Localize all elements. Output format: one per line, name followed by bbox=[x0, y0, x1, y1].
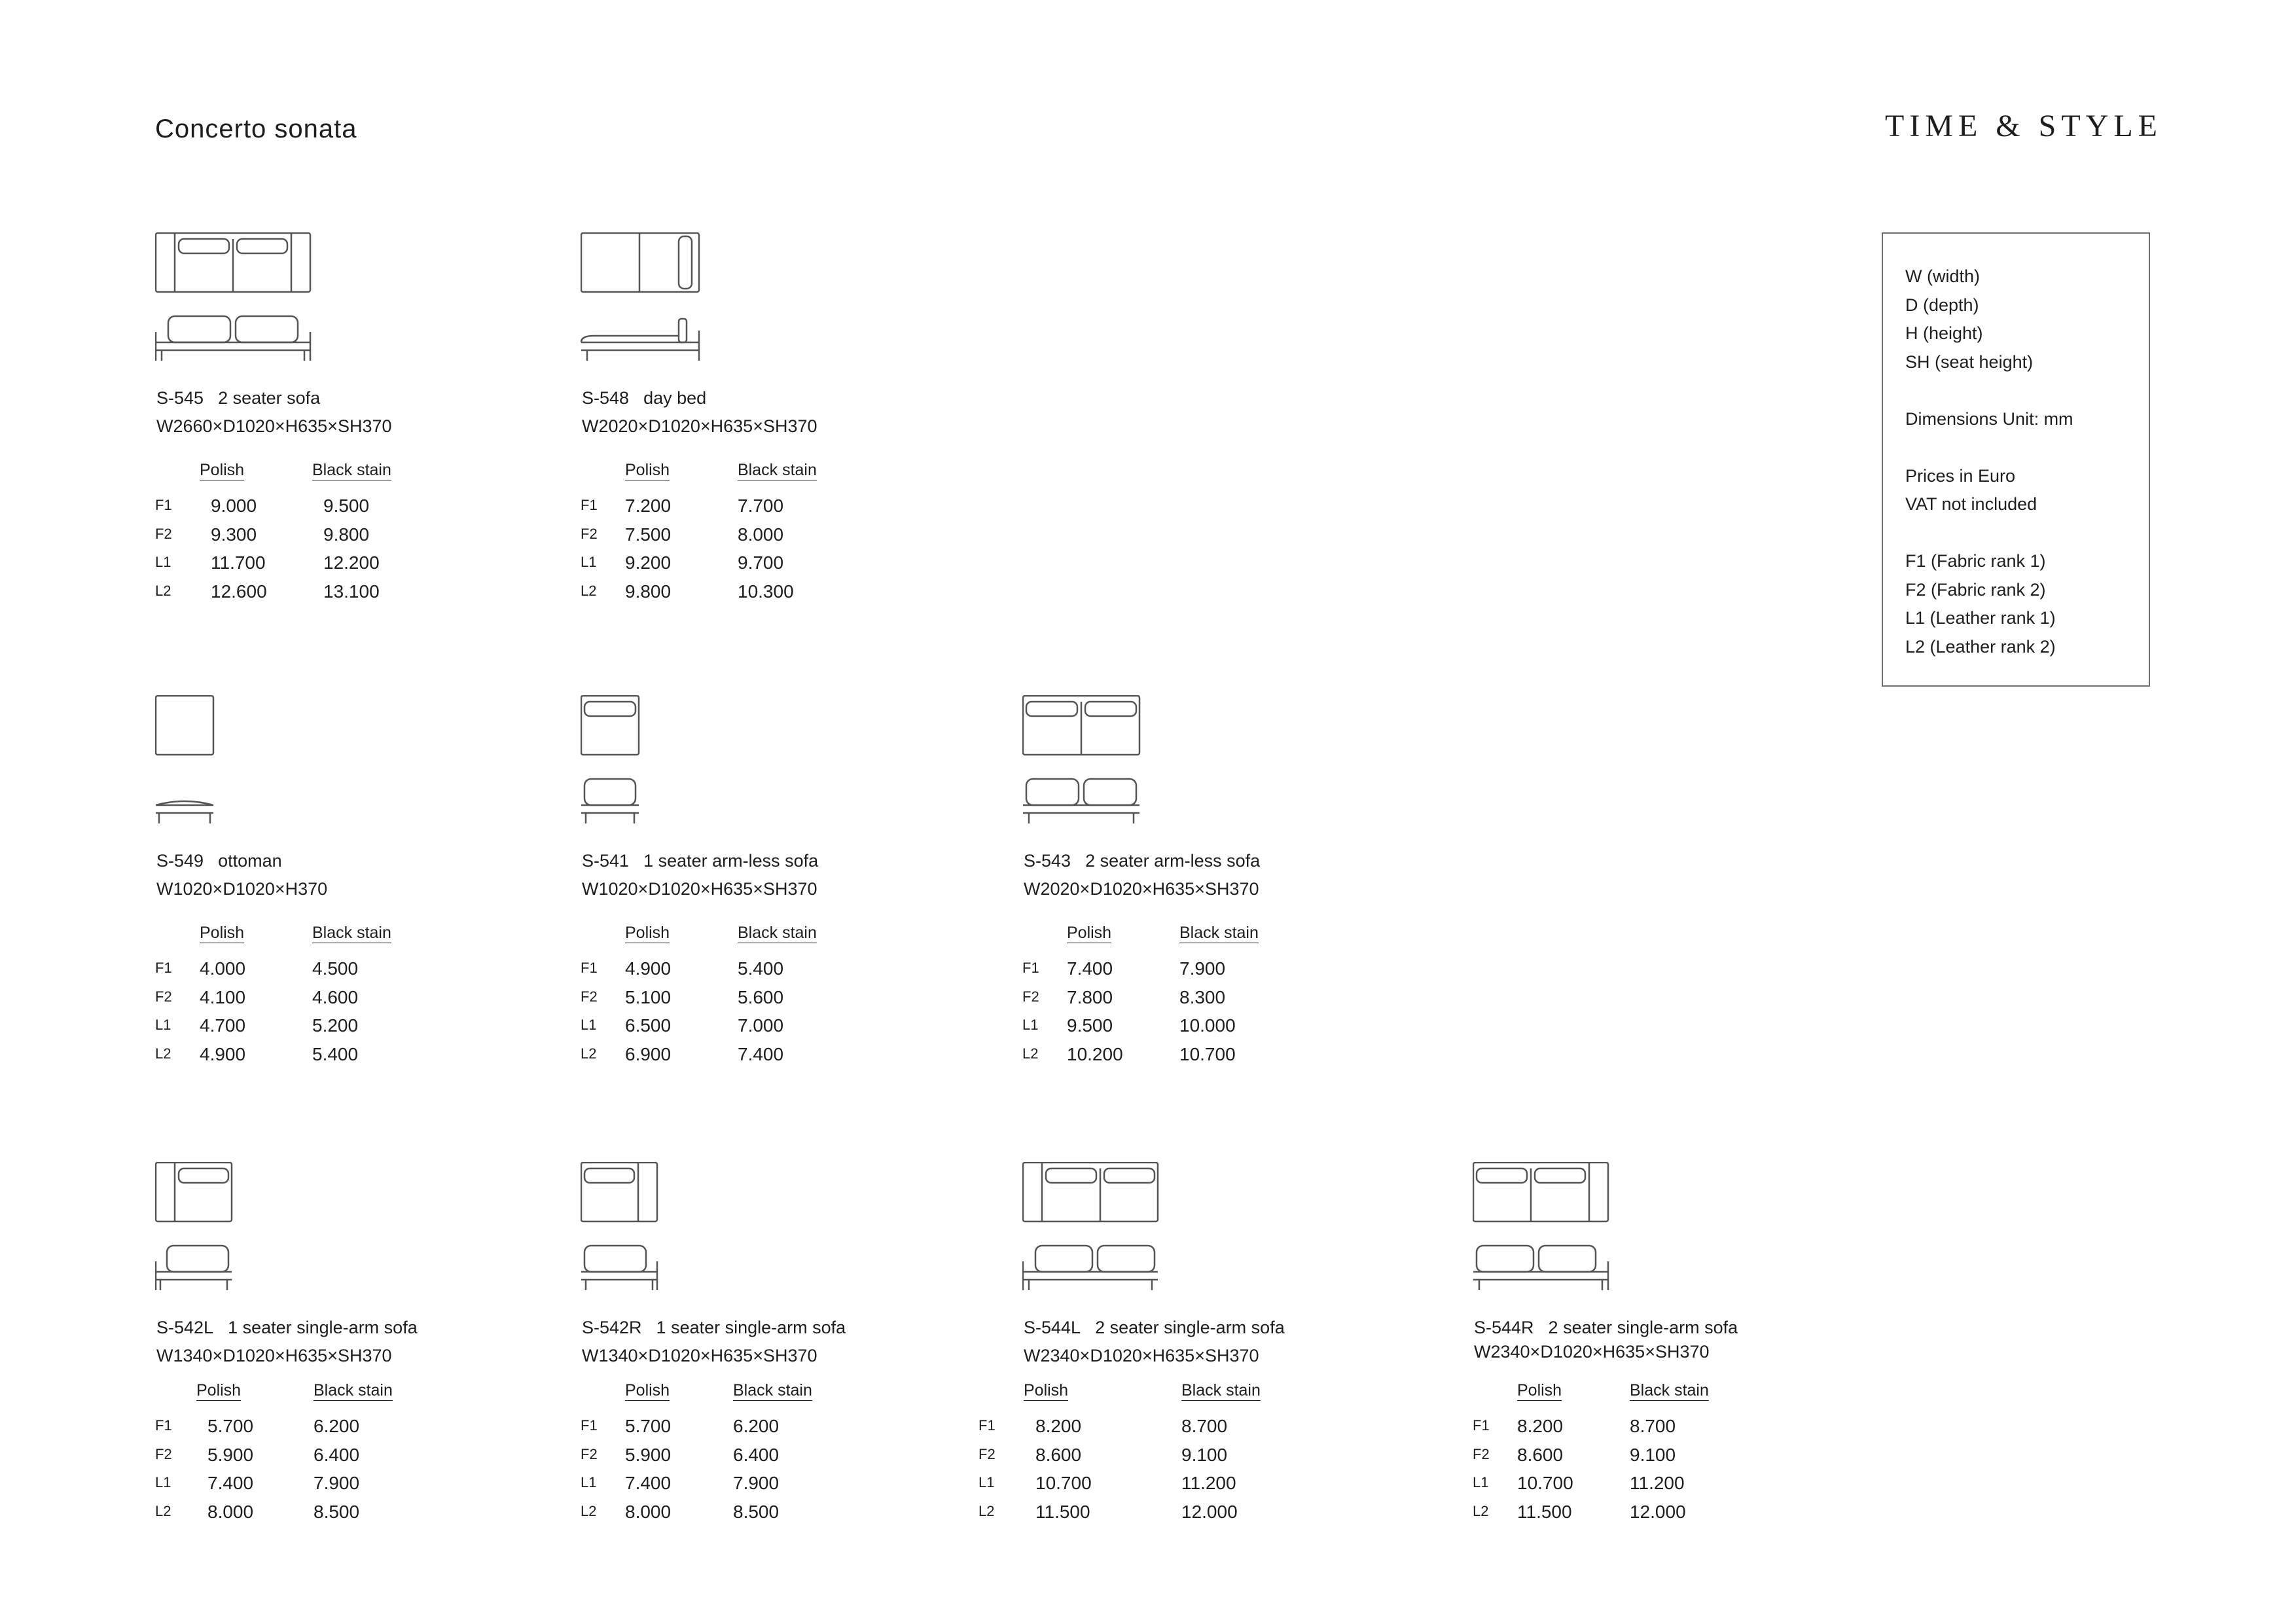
legend-line: Dimensions Unit: mm bbox=[1905, 408, 2073, 429]
product-code: S-542R bbox=[582, 1318, 642, 1337]
header-black-stain: Black stain bbox=[1179, 924, 1259, 942]
product-drawing bbox=[581, 232, 702, 367]
rank-label: F1 bbox=[581, 1417, 598, 1434]
product-dimensions: W1340×D1020×H635×SH370 bbox=[156, 1346, 392, 1365]
price-polish: 10.700 bbox=[1517, 1473, 1573, 1493]
header-polish: Polish bbox=[625, 924, 670, 942]
legend-line: VAT not included bbox=[1905, 494, 2037, 514]
legend-line: W (width) bbox=[1905, 266, 1980, 286]
price-polish: 4.000 bbox=[200, 958, 246, 979]
price-black-stain: 4.600 bbox=[312, 986, 359, 1007]
price-black-stain: 4.500 bbox=[312, 958, 359, 979]
price-black-stain: 7.900 bbox=[314, 1473, 360, 1493]
product-name: 2 seater sofa bbox=[218, 388, 321, 408]
rank-label: F2 bbox=[155, 988, 172, 1005]
price-black-stain: 8.300 bbox=[1179, 986, 1226, 1007]
product-dimensions: W2340×D1020×H635×SH370 bbox=[1474, 1342, 1710, 1362]
price-black-stain: 10.300 bbox=[738, 581, 794, 602]
rank-label: L1 bbox=[155, 554, 171, 570]
header-black-stain: Black stain bbox=[1630, 1381, 1709, 1399]
price-black-stain: 12.000 bbox=[1630, 1501, 1686, 1522]
rank-label: F1 bbox=[155, 497, 172, 513]
price-polish: 4.100 bbox=[200, 986, 246, 1007]
price-black-stain: 7.400 bbox=[738, 1043, 784, 1064]
product-title bbox=[582, 1318, 846, 1338]
price-polish: 9.800 bbox=[625, 581, 672, 602]
price-black-stain: 8.000 bbox=[738, 524, 784, 545]
price-black-stain: 6.200 bbox=[314, 1416, 360, 1436]
price-polish: 5.700 bbox=[625, 1416, 672, 1436]
price-black-stain: 12.000 bbox=[1181, 1501, 1238, 1522]
price-polish: 6.500 bbox=[625, 1015, 672, 1036]
rank-label: F2 bbox=[155, 1445, 172, 1462]
rank-label: L2 bbox=[978, 1502, 995, 1519]
header-polish: Polish bbox=[200, 461, 245, 479]
price-black-stain: 8.700 bbox=[1630, 1416, 1676, 1436]
rank-label: F1 bbox=[1022, 960, 1039, 976]
rank-label: L1 bbox=[978, 1474, 995, 1490]
product-code: S-548 bbox=[582, 388, 630, 408]
product-s-544l bbox=[978, 1162, 1428, 1540]
price-polish: 11.500 bbox=[1035, 1501, 1090, 1522]
product-drawing bbox=[155, 695, 215, 829]
legend-line: L1 (Leather rank 1) bbox=[1905, 608, 2056, 628]
price-black-stain: 6.400 bbox=[314, 1444, 360, 1465]
price-black-stain: 13.100 bbox=[323, 581, 380, 602]
product-drawing bbox=[581, 695, 641, 829]
product-dimensions: W1020×D1020×H635×SH370 bbox=[582, 879, 817, 899]
rank-label: L2 bbox=[1022, 1045, 1039, 1062]
page-title: Concerto sonata bbox=[155, 115, 357, 143]
price-black-stain: 11.200 bbox=[1181, 1473, 1236, 1493]
rank-label: L2 bbox=[155, 582, 171, 599]
price-black-stain: 6.200 bbox=[733, 1416, 780, 1436]
rank-label: L1 bbox=[155, 1017, 171, 1033]
rank-label: L1 bbox=[1473, 1474, 1489, 1490]
price-black-stain: 7.900 bbox=[1179, 958, 1226, 979]
header-black-stain: Black stain bbox=[733, 1381, 812, 1399]
price-black-stain: 12.200 bbox=[323, 552, 380, 573]
price-polish: 7.200 bbox=[625, 496, 672, 516]
product-title bbox=[1024, 851, 1260, 871]
product-title bbox=[582, 388, 706, 408]
price-black-stain: 9.100 bbox=[1181, 1444, 1228, 1465]
product-code: S-549 bbox=[156, 851, 204, 871]
product-title bbox=[582, 851, 818, 871]
product-name: 2 seater single-arm sofa bbox=[1095, 1318, 1285, 1337]
product-title bbox=[156, 851, 282, 871]
product-name: ottoman bbox=[218, 851, 282, 871]
product-drawing bbox=[155, 232, 312, 367]
header-polish: Polish bbox=[200, 924, 245, 942]
legend-line: D (depth) bbox=[1905, 295, 1979, 315]
rank-label: L1 bbox=[581, 554, 597, 570]
product-code: S-543 bbox=[1024, 851, 1071, 871]
product-s-543 bbox=[1022, 695, 1428, 1083]
price-polish: 8.200 bbox=[1517, 1416, 1564, 1436]
product-drawing bbox=[581, 1162, 659, 1296]
product-title bbox=[156, 388, 320, 408]
price-polish: 7.400 bbox=[207, 1473, 254, 1493]
header-black-stain: Black stain bbox=[314, 1381, 393, 1399]
header-polish: Polish bbox=[1024, 1381, 1069, 1399]
price-black-stain: 5.600 bbox=[738, 986, 784, 1007]
price-black-stain: 9.100 bbox=[1630, 1444, 1676, 1465]
price-polish: 4.700 bbox=[200, 1015, 246, 1036]
rank-label: L2 bbox=[155, 1045, 171, 1062]
rank-label: L2 bbox=[1473, 1502, 1489, 1519]
price-polish: 7.500 bbox=[625, 524, 672, 545]
legend-line: F2 (Fabric rank 2) bbox=[1905, 579, 2046, 600]
rank-label: F2 bbox=[1473, 1445, 1490, 1462]
price-black-stain: 8.500 bbox=[314, 1501, 360, 1522]
header-black-stain: Black stain bbox=[312, 461, 391, 479]
product-drawing bbox=[1022, 1162, 1160, 1296]
price-polish: 12.600 bbox=[211, 581, 267, 602]
header-black-stain: Black stain bbox=[738, 924, 817, 942]
price-black-stain: 5.200 bbox=[312, 1015, 359, 1036]
product-s-545 bbox=[155, 232, 561, 620]
price-polish: 5.700 bbox=[207, 1416, 254, 1436]
rank-label: F2 bbox=[581, 1445, 598, 1462]
legend-line: Prices in Euro bbox=[1905, 465, 2016, 486]
price-polish: 7.400 bbox=[625, 1473, 672, 1493]
price-black-stain: 9.500 bbox=[323, 496, 370, 516]
product-drawing bbox=[155, 1162, 234, 1296]
product-name: 1 seater single-arm sofa bbox=[656, 1318, 846, 1337]
rank-label: F2 bbox=[1022, 988, 1039, 1005]
rank-label: L2 bbox=[581, 582, 597, 599]
price-black-stain: 7.700 bbox=[738, 496, 784, 516]
rank-label: L1 bbox=[581, 1474, 597, 1490]
price-polish: 5.900 bbox=[625, 1444, 672, 1465]
product-s-542l bbox=[155, 1162, 561, 1540]
price-black-stain: 8.500 bbox=[733, 1501, 780, 1522]
price-black-stain: 9.800 bbox=[323, 524, 370, 545]
product-title bbox=[156, 1318, 418, 1338]
header-black-stain: Black stain bbox=[738, 461, 817, 479]
header-polish: Polish bbox=[196, 1381, 242, 1399]
product-dimensions: W2020×D1020×H635×SH370 bbox=[582, 416, 817, 436]
rank-label: L1 bbox=[1022, 1017, 1039, 1033]
rank-label: F1 bbox=[155, 1417, 172, 1434]
price-polish: 11.700 bbox=[211, 552, 266, 573]
rank-label: F1 bbox=[155, 960, 172, 976]
product-code: S-545 bbox=[156, 388, 204, 408]
product-name: 2 seater single-arm sofa bbox=[1548, 1318, 1738, 1337]
product-drawing bbox=[1022, 695, 1141, 829]
legend-line bbox=[1905, 433, 2149, 462]
legend-line: F1 (Fabric rank 1) bbox=[1905, 551, 2046, 571]
product-s-542r bbox=[581, 1162, 986, 1540]
product-code: S-544L bbox=[1024, 1318, 1081, 1337]
price-polish: 8.000 bbox=[625, 1501, 672, 1522]
rank-label: L2 bbox=[581, 1502, 597, 1519]
product-name: day bed bbox=[643, 388, 707, 408]
header-polish: Polish bbox=[1067, 924, 1112, 942]
product-name: 1 seater single-arm sofa bbox=[228, 1318, 418, 1337]
product-dimensions: W1020×D1020×H370 bbox=[156, 879, 328, 899]
price-polish: 9.300 bbox=[211, 524, 257, 545]
price-black-stain: 11.200 bbox=[1630, 1473, 1685, 1493]
legend-box bbox=[1882, 232, 2150, 687]
product-code: S-542L bbox=[156, 1318, 214, 1337]
price-polish: 7.800 bbox=[1067, 986, 1113, 1007]
price-polish: 8.200 bbox=[1035, 1416, 1082, 1436]
price-black-stain: 7.900 bbox=[733, 1473, 780, 1493]
price-polish: 7.400 bbox=[1067, 958, 1113, 979]
product-name: 2 seater arm-less sofa bbox=[1085, 851, 1261, 871]
rank-label: F1 bbox=[581, 960, 598, 976]
price-polish: 6.900 bbox=[625, 1043, 672, 1064]
header-black-stain: Black stain bbox=[1181, 1381, 1261, 1399]
product-dimensions: W2660×D1020×H635×SH370 bbox=[156, 416, 392, 436]
product-title bbox=[1474, 1318, 1738, 1338]
rank-label: F2 bbox=[978, 1445, 996, 1462]
price-polish: 8.600 bbox=[1517, 1444, 1564, 1465]
legend-line bbox=[1905, 376, 2149, 405]
price-polish: 10.200 bbox=[1067, 1043, 1123, 1064]
product-s-544r bbox=[1473, 1162, 1878, 1540]
product-dimensions: W2020×D1020×H635×SH370 bbox=[1024, 879, 1259, 899]
price-black-stain: 5.400 bbox=[312, 1043, 359, 1064]
price-black-stain: 10.000 bbox=[1179, 1015, 1236, 1036]
rank-label: L1 bbox=[581, 1017, 597, 1033]
brand-logo: TIME & STYLE bbox=[1885, 109, 2162, 143]
price-polish: 9.000 bbox=[211, 496, 257, 516]
rank-label: L1 bbox=[155, 1474, 171, 1490]
rank-label: F1 bbox=[1473, 1417, 1490, 1434]
price-black-stain: 9.700 bbox=[738, 552, 784, 573]
product-code: S-544R bbox=[1474, 1318, 1534, 1337]
rank-label: L2 bbox=[155, 1502, 171, 1519]
price-polish: 9.200 bbox=[625, 552, 672, 573]
header-black-stain: Black stain bbox=[312, 924, 391, 942]
product-s-541 bbox=[581, 695, 986, 1083]
header-polish: Polish bbox=[1517, 1381, 1562, 1399]
rank-label: F1 bbox=[978, 1417, 996, 1434]
price-polish: 10.700 bbox=[1035, 1473, 1092, 1493]
legend-line: L2 (Leather rank 2) bbox=[1905, 636, 2056, 657]
rank-label: F2 bbox=[581, 988, 598, 1005]
header-polish: Polish bbox=[625, 461, 670, 479]
legend-line: H (height) bbox=[1905, 323, 1983, 343]
price-polish: 5.100 bbox=[625, 986, 672, 1007]
price-polish: 4.900 bbox=[625, 958, 672, 979]
price-black-stain: 5.400 bbox=[738, 958, 784, 979]
price-black-stain: 6.400 bbox=[733, 1444, 780, 1465]
price-black-stain: 7.000 bbox=[738, 1015, 784, 1036]
product-drawing bbox=[1473, 1162, 1610, 1296]
product-code: S-541 bbox=[582, 851, 630, 871]
product-dimensions: W2340×D1020×H635×SH370 bbox=[1024, 1346, 1259, 1365]
rank-label: F2 bbox=[155, 525, 172, 542]
price-polish: 8.600 bbox=[1035, 1444, 1082, 1465]
price-polish: 8.000 bbox=[207, 1501, 254, 1522]
price-polish: 11.500 bbox=[1517, 1501, 1572, 1522]
rank-label: L2 bbox=[581, 1045, 597, 1062]
legend-line bbox=[1905, 519, 2149, 548]
product-dimensions: W1340×D1020×H635×SH370 bbox=[582, 1346, 817, 1365]
rank-label: F1 bbox=[581, 497, 598, 513]
header-polish: Polish bbox=[625, 1381, 670, 1399]
product-s-549 bbox=[155, 695, 561, 1083]
product-name: 1 seater arm-less sofa bbox=[643, 851, 819, 871]
price-polish: 4.900 bbox=[200, 1043, 246, 1064]
rank-label: F2 bbox=[581, 525, 598, 542]
price-polish: 9.500 bbox=[1067, 1015, 1113, 1036]
product-title bbox=[1024, 1318, 1285, 1338]
product-s-548 bbox=[581, 232, 986, 620]
price-black-stain: 10.700 bbox=[1179, 1043, 1236, 1064]
price-black-stain: 8.700 bbox=[1181, 1416, 1228, 1436]
legend-line: SH (seat height) bbox=[1905, 352, 2034, 372]
price-polish: 5.900 bbox=[207, 1444, 254, 1465]
